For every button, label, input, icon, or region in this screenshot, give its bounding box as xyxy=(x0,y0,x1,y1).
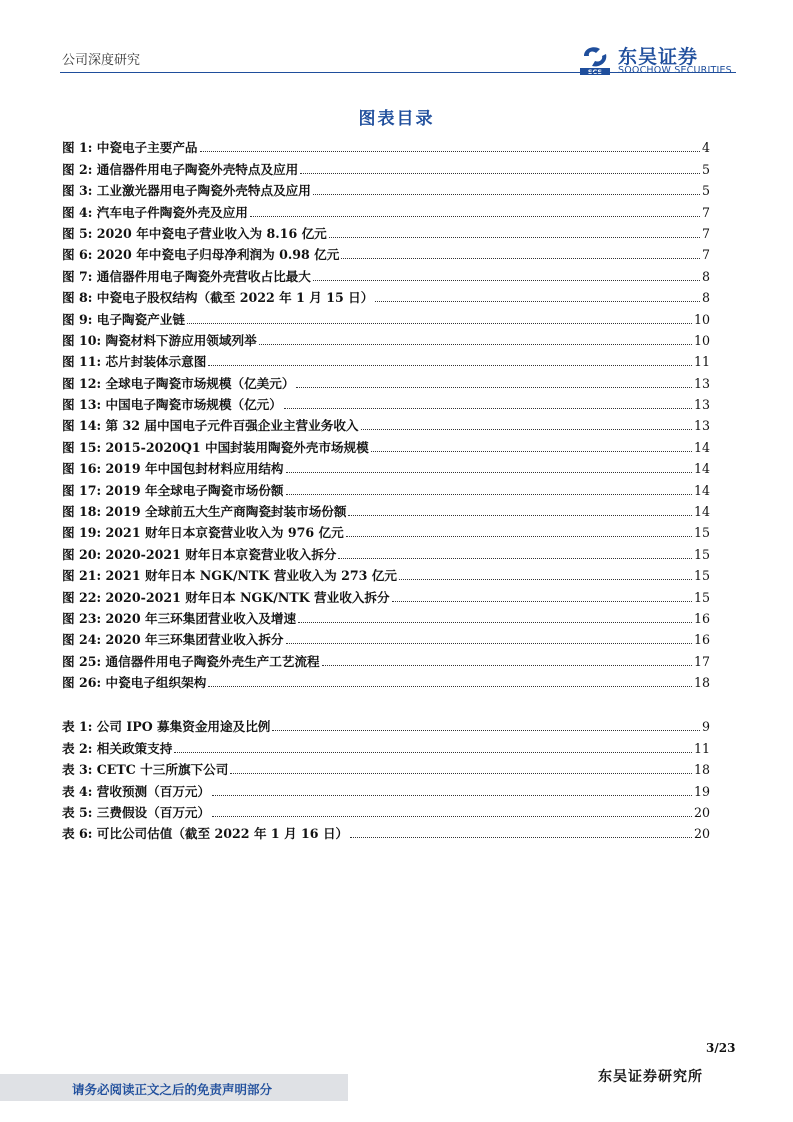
dot-leader xyxy=(329,236,700,238)
toc-table-entry[interactable] xyxy=(62,799,710,820)
toc-figure-entry[interactable] xyxy=(62,327,710,348)
dot-leader xyxy=(350,836,692,838)
toc-figure-entry[interactable] xyxy=(62,262,710,283)
dot-leader xyxy=(212,794,692,796)
toc-figure-entry-label[interactable]: 图 16: 2019 年中国包封材料应用结构 xyxy=(62,461,284,477)
toc-table-entry[interactable] xyxy=(62,756,710,777)
dot-leader xyxy=(338,557,692,559)
toc-figure-entry-page-number[interactable]: 8 xyxy=(701,268,710,284)
dot-leader xyxy=(286,642,692,644)
toc-figure-entry-page-number[interactable]: 7 xyxy=(701,204,710,220)
dot-leader xyxy=(313,279,700,281)
toc-figure-entry[interactable] xyxy=(62,369,710,390)
dot-leader xyxy=(361,428,692,430)
dot-leader xyxy=(300,172,700,174)
dot-leader xyxy=(296,386,692,388)
toc-table-entry-page-number[interactable]: 19 xyxy=(693,783,710,799)
dot-leader xyxy=(230,772,692,774)
dot-leader xyxy=(259,343,692,345)
toc-figure-entry[interactable] xyxy=(62,562,710,583)
toc-figure-entry-page-number[interactable]: 14 xyxy=(693,439,710,455)
toc-figure-entry-page-number[interactable]: 8 xyxy=(701,290,710,306)
toc-figure-entry-label[interactable]: 图 15: 2015-2020Q1 中国封装用陶瓷外壳市场规模 xyxy=(62,439,369,455)
toc-figure-entry[interactable] xyxy=(62,605,710,626)
toc-figure-entry-page-number[interactable]: 10 xyxy=(693,311,710,327)
toc-figure-entry[interactable] xyxy=(62,455,710,476)
dot-leader xyxy=(392,600,692,602)
toc-figure-entry[interactable] xyxy=(62,155,710,176)
dot-leader xyxy=(212,815,692,817)
toc-figure-entry-label[interactable]: 图 19: 2021 财年日本京瓷营业收入为 976 亿元 xyxy=(62,525,344,541)
toc-figure-entry[interactable] xyxy=(62,412,710,433)
disclaimer-text: 请务必阅读正文之后的免责声明部分 xyxy=(72,1082,273,1097)
toc-figure-entry-label[interactable]: 图 1: 中瓷电子主要产品 xyxy=(62,140,198,156)
dot-leader xyxy=(174,751,692,753)
figure-list xyxy=(62,134,710,690)
header-divider xyxy=(60,72,736,73)
toc-figure-entry-page-number[interactable]: 16 xyxy=(693,610,710,626)
toc-figure-entry-label[interactable]: 图 14: 第 32 届中国电子元件百强企业主营业务收入 xyxy=(62,418,359,434)
dot-leader xyxy=(187,322,692,324)
toc-figure-entry[interactable] xyxy=(62,498,710,519)
toc-figure-entry[interactable] xyxy=(62,669,710,690)
toc-table-entry-label[interactable]: 表 4: 营收预测（百万元） xyxy=(62,783,211,799)
dot-leader xyxy=(399,578,692,580)
section-label: 公司深度研究 xyxy=(62,53,141,68)
toc-figure-entry-label[interactable]: 图 12: 全球电子陶瓷市场规模（亿美元） xyxy=(62,375,295,391)
dot-leader xyxy=(208,364,692,366)
toc-figure-entry-label[interactable]: 图 9: 电子陶瓷产业链 xyxy=(62,311,185,327)
footer-company: 东吴证券研究所 xyxy=(598,1069,703,1085)
toc-figure-entry-page-number[interactable]: 14 xyxy=(693,504,710,520)
dot-leader xyxy=(208,685,692,687)
toc-figure-entry[interactable] xyxy=(62,540,710,561)
logo-chinese-name: 东吴证券 xyxy=(618,46,699,68)
dot-leader xyxy=(272,729,700,731)
toc-figure-entry[interactable] xyxy=(62,433,710,454)
dot-leader xyxy=(284,407,692,409)
toc-figure-entry-label[interactable]: 图 26: 中瓷电子组织架构 xyxy=(62,675,207,691)
toc-figure-entry-label[interactable]: 图 25: 通信器件用电子陶瓷外壳生产工艺流程 xyxy=(62,653,320,669)
logo-mark-icon xyxy=(578,42,612,76)
toc-figure-entry-label[interactable]: 图 3: 工业激光器用电子陶瓷外壳特点及应用 xyxy=(62,183,311,199)
dot-leader xyxy=(313,193,700,195)
toc-table-entry[interactable] xyxy=(62,713,710,734)
toc-figure-entry-page-number[interactable]: 7 xyxy=(701,225,710,241)
toc-table-entry[interactable] xyxy=(62,820,710,841)
toc-figure-entry-page-number[interactable]: 13 xyxy=(693,397,710,413)
toc-table-entry-label[interactable]: 表 6: 可比公司估值（截至 2022 年 1 月 16 日） xyxy=(62,826,349,842)
toc-figure-entry-page-number[interactable]: 13 xyxy=(693,418,710,434)
toc-figure-entry-label[interactable]: 图 6: 2020 年中瓷电子归母净利润为 0.98 亿元 xyxy=(62,247,340,263)
dot-leader xyxy=(298,621,692,623)
toc-figure-entry[interactable] xyxy=(62,391,710,412)
toc-figure-entry-page-number[interactable]: 7 xyxy=(701,247,710,263)
toc-figure-entry-page-number[interactable]: 5 xyxy=(701,161,710,177)
toc-figure-entry-page-number[interactable]: 4 xyxy=(701,140,710,156)
toc-table-entry-label[interactable]: 表 2: 相关政策支持 xyxy=(62,740,173,756)
toc-figure-entry[interactable] xyxy=(62,134,710,155)
toc-table-entry-page-number[interactable]: 20 xyxy=(693,826,710,842)
toc-figure-entry-label[interactable]: 图 17: 2019 年全球电子陶瓷市场份额 xyxy=(62,482,284,498)
toc-title: 图表目录 xyxy=(358,109,435,129)
toc-figure-entry-label[interactable]: 图 21: 2021 财年日本 NGK/NTK 营业收入为 273 亿元 xyxy=(62,568,397,584)
toc-figure-entry-label[interactable]: 图 11: 芯片封装体示意图 xyxy=(62,354,207,370)
toc-table-entry-page-number[interactable]: 11 xyxy=(693,740,710,756)
logo-mark-text: SCS xyxy=(587,68,603,76)
toc-figure-entry[interactable] xyxy=(62,348,710,369)
toc-figure-entry-label[interactable]: 图 23: 2020 年三环集团营业收入及增速 xyxy=(62,610,297,626)
toc-table-entry[interactable] xyxy=(62,777,710,798)
toc-figure-entry-label[interactable]: 图 13: 中国电子陶瓷市场规模（亿元） xyxy=(62,397,282,413)
toc-figure-entry[interactable] xyxy=(62,476,710,497)
dot-leader xyxy=(322,664,692,666)
toc-figure-entry-page-number[interactable]: 16 xyxy=(693,632,710,648)
toc-figure-entry[interactable] xyxy=(62,284,710,305)
toc-figure-entry[interactable] xyxy=(62,583,710,604)
table-list xyxy=(62,713,710,841)
toc-figure-entry-label[interactable]: 图 22: 2020-2021 财年日本 NGK/NTK 营业收入拆分 xyxy=(62,589,390,605)
toc-figure-entry-page-number[interactable]: 15 xyxy=(693,525,710,541)
toc-figure-entry-page-number[interactable]: 14 xyxy=(693,482,710,498)
toc-figure-entry[interactable] xyxy=(62,220,710,241)
dot-leader xyxy=(250,215,700,217)
page-indicator: 3/23 xyxy=(706,1041,736,1055)
dot-leader xyxy=(341,257,700,259)
dot-leader xyxy=(286,493,692,495)
dot-leader xyxy=(200,150,700,152)
toc-figure-entry-label[interactable]: 图 5: 2020 年中瓷电子营业收入为 8.16 亿元 xyxy=(62,225,327,241)
toc-figure-entry[interactable] xyxy=(62,305,710,326)
toc-table-entry-label[interactable]: 表 3: CETC 十三所旗下公司 xyxy=(62,762,229,778)
dot-leader xyxy=(346,535,692,537)
toc-figure-entry-label[interactable]: 图 4: 汽车电子件陶瓷外壳及应用 xyxy=(62,204,248,220)
toc-figure-entry-page-number[interactable]: 11 xyxy=(693,354,710,370)
toc-figure-entry-page-number[interactable]: 17 xyxy=(693,653,710,669)
toc-figure-entry-page-number[interactable]: 15 xyxy=(693,546,710,562)
toc-figure-entry[interactable] xyxy=(62,647,710,668)
toc-figure-entry-label[interactable]: 图 8: 中瓷电子股权结构（截至 2022 年 1 月 15 日） xyxy=(62,290,374,306)
toc-table-entry-page-number[interactable]: 20 xyxy=(693,804,710,820)
toc-table-entry[interactable] xyxy=(62,734,710,755)
toc-figure-entry-page-number[interactable]: 14 xyxy=(693,461,710,477)
toc-figure-entry-label[interactable]: 图 7: 通信器件用电子陶瓷外壳营收占比最大 xyxy=(62,268,311,284)
toc-figure-entry-label[interactable]: 图 10: 陶瓷材料下游应用领域列举 xyxy=(62,332,257,348)
toc-figure-entry-label[interactable]: 图 20: 2020-2021 财年日本京瓷营业收入拆分 xyxy=(62,546,337,562)
toc-figure-entry-page-number[interactable]: 5 xyxy=(701,183,710,199)
toc-table-entry-label[interactable]: 表 5: 三费假设（百万元） xyxy=(62,804,211,820)
toc-figure-entry[interactable] xyxy=(62,241,710,262)
toc-figure-entry-page-number[interactable]: 15 xyxy=(693,589,710,605)
toc-figure-entry-page-number[interactable]: 10 xyxy=(693,332,710,348)
toc-figure-entry[interactable] xyxy=(62,177,710,198)
dot-leader xyxy=(348,514,691,516)
toc-figure-entry-label[interactable]: 图 24: 2020 年三环集团营业收入拆分 xyxy=(62,632,284,648)
toc-figure-entry[interactable] xyxy=(62,626,710,647)
toc-figure-entry[interactable] xyxy=(62,198,710,219)
toc-figure-entry-page-number[interactable]: 18 xyxy=(693,675,710,691)
dot-leader xyxy=(286,471,692,473)
toc-figure-entry-page-number[interactable]: 13 xyxy=(693,375,710,391)
toc-table-entry-label[interactable]: 表 1: 公司 IPO 募集资金用途及比例 xyxy=(62,719,271,735)
dot-leader xyxy=(371,450,692,452)
toc-figure-entry-label[interactable]: 图 2: 通信器件用电子陶瓷外壳特点及应用 xyxy=(62,161,299,177)
toc-figure-entry-page-number[interactable]: 15 xyxy=(693,568,710,584)
toc-table-entry-page-number[interactable]: 18 xyxy=(693,762,710,778)
logo-english-name: SOOCHOW SECURITIES xyxy=(618,65,732,76)
toc-figure-entry[interactable] xyxy=(62,519,710,540)
toc-table-entry-page-number[interactable]: 9 xyxy=(701,719,710,735)
dot-leader xyxy=(375,300,700,302)
toc-figure-entry-label[interactable]: 图 18: 2019 全球前五大生产商陶瓷封装市场份额 xyxy=(62,504,347,520)
